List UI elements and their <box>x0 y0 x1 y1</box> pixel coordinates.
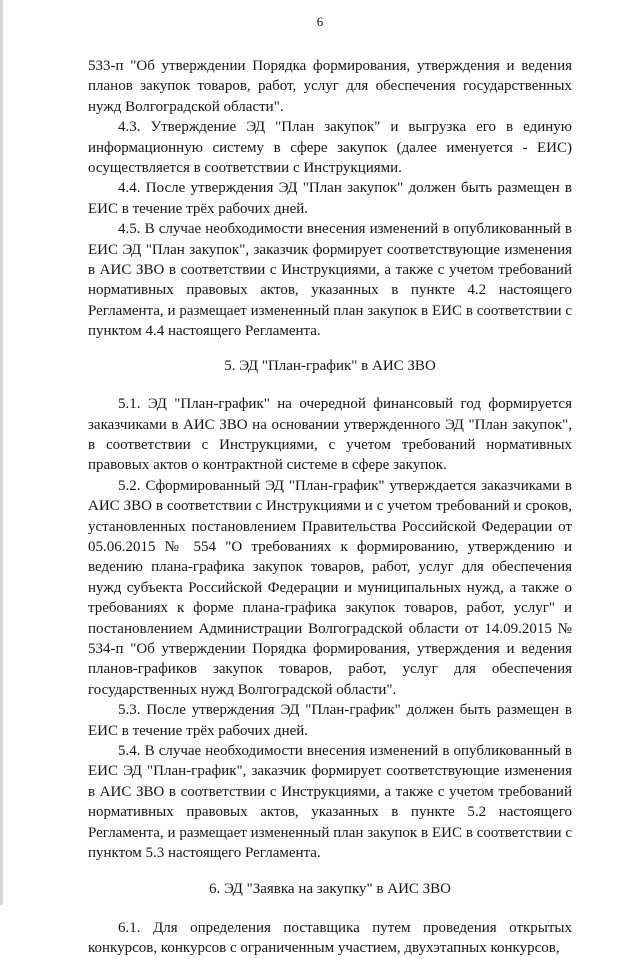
paragraph-continuation: 533-п "Об утверждении Порядка формирования, утверждения и ведения планов закупок товаров, работ, услуг для обеспечения государственных нужд Волгоградской области". <box>88 58 572 115</box>
paragraph-5-4: 5.4. В случае необходимости внесения изменений в опубликованный в ЕИС ЭД "План-график", заказчик формирует соответствующие изменения в АИС ЗВО в соответствии с Инструкциями, а также с учетом требований нормативных правовых актов, указанных в пункте 5.2 настоящего Регламента, и размещает измененный план закупок в ЕИС в соответствии с пунктом 5.3 настоящего Регламента. <box>88 743 572 862</box>
document-body <box>88 56 572 959</box>
paragraph-4-4: 4.4. После утверждения ЭД "План закупок" должен быть размещен в ЕИС в течение трёх рабочих дней. <box>88 180 572 217</box>
paragraph-4-3: 4.3. Утверждение ЭД "План закупок" и выгрузка его в единую информационную систему в сфере закупок (далее именуется - ЕИС) осуществляется в соответствии с Инструкциями. <box>88 119 572 177</box>
paragraph-5-2: 5.2. Сформированный ЭД "План-график" утверждается заказчиками в АИС ЗВО в соответствии с Инструкциями и с учетом требований и сроков, установленных постановлением Правительства Российской Федерации от 05.06.2015 № 554 "О требованиях к формированию, утверждению и ведению плана-графика закупок товаров, работ, услуг для обеспечения нужд субъекта Российской Федерации и муниципальных нужд, а также о требованиях к форме плана-графика закупок товаров, работ, услуг" и постановлением Администрации Волгоградской области от 14.09.2015 № 534-п "Об утверждении Порядка формирования, утверждения и ведения планов-графиков закупок товаров, работ, услуг для обеспечения государственных нужд Волгоградской области". <box>88 477 572 698</box>
page-number: 6 <box>316 14 324 29</box>
paragraph-4-5: 4.5. В случае необходимости внесения изменений в опубликованный в ЕИС ЭД "План закупок", заказчик формирует соответствующие изменения в АИС ЗВО в соответствии с Инструкциями, а также с учетом требований нормативных правовых актов, указанных в пункте 4.2 настоящего Регламента, и размещает измененный план закупок в ЕИС в соответствии с пунктом 4.4 настоящего Регламента. <box>88 221 572 340</box>
paragraph-5-3: 5.3. После утверждения ЭД "План-график" должен быть размещен в ЕИС в течение трёх рабочих дней. <box>88 702 572 739</box>
paragraph-5-1: 5.1. ЭД "План-график" на очередной финансовый год формируется заказчиками в АИС ЗВО на основании утвержденного ЭД "План закупок", в соответствии с Инструкциями, с учетом требований нормативных правовых актов о контрактной системе в сфере закупок. <box>88 396 572 474</box>
scan-edge <box>0 0 3 905</box>
section-heading-6: 6. ЭД "Заявка на закупку" в АИС ЗВО <box>208 881 452 898</box>
paragraph-6-1: 6.1. Для определения поставщика путем проведения открытых конкурсов, конкурсов с ограниченным участием, двухэтапных конкурсов, <box>88 919 572 957</box>
section-heading-5: 5. ЭД "План-график" в АИС ЗВО <box>224 357 436 374</box>
